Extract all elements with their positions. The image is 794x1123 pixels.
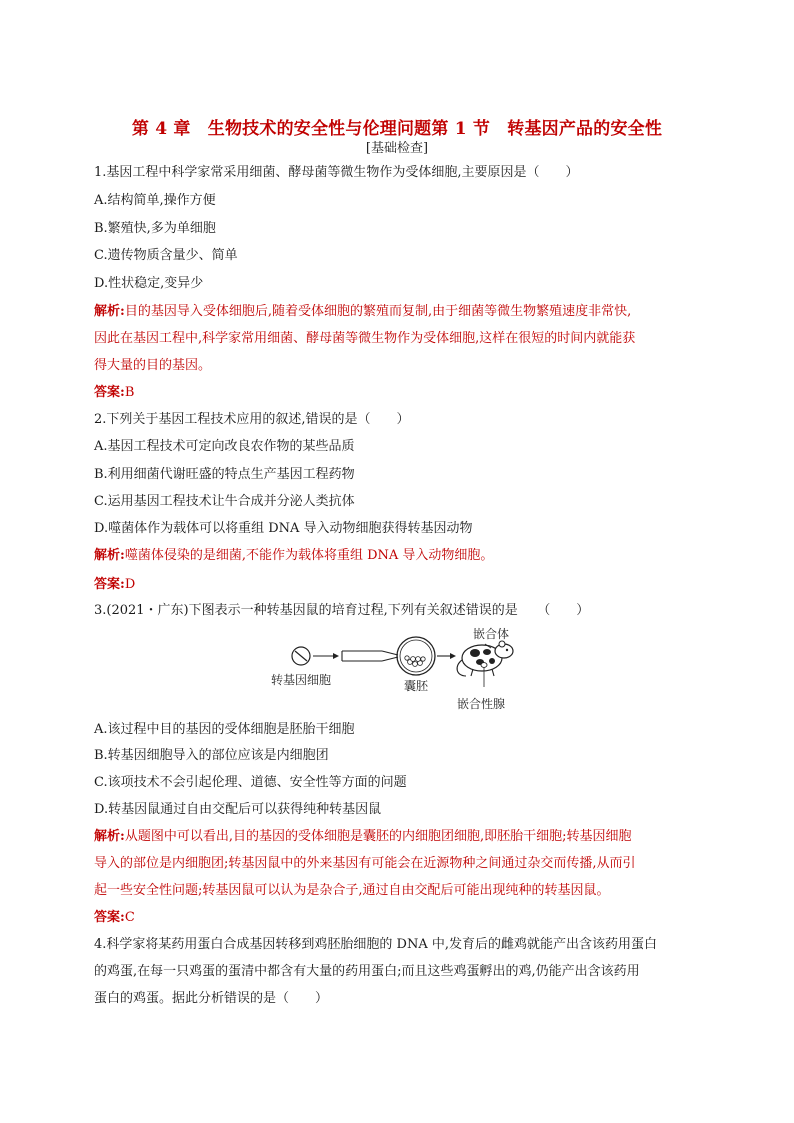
question-1-answer	[94, 383, 134, 403]
transgenic-mouse-diagram	[270, 627, 530, 712]
question-3-analysis-line-3: 起一些安全性问题;转基因鼠可以认为是杂合子,通过自由交配后可能出现纯种的转基因鼠。	[94, 883, 610, 898]
question-3-analysis-line-2: 导入的部位是内细胞团;转基因鼠中的外来基因有可能会在近源物种之间通过杂交而传播,从而引	[94, 856, 636, 871]
chimera-mouse-icon	[457, 641, 513, 676]
question-4-stem-line-2: 的鸡蛋,在每一只鸡蛋的蛋清中都含有大量的药用蛋白;而且这些鸡蛋孵出的鸡,仍能产出含该药用	[94, 964, 640, 979]
question-4-stem-line-1: 4.科学家将某药用蛋白合成基因转移到鸡胚胎细胞的 DNA 中,发育后的雌鸡就能产出含该药用蛋白	[94, 937, 657, 952]
question-3-analysis-line-1	[94, 827, 631, 847]
answer-value: C	[124, 910, 135, 925]
question-1-analysis-line-3: 得大量的目的基因。	[94, 358, 212, 373]
answer-value: B	[124, 385, 135, 400]
question-3-option-d: D.转基因鼠通过自由交配后可以获得纯种转基因鼠	[94, 802, 382, 817]
answer-label: 答案:	[94, 385, 125, 400]
label-chimeric-gonad: 嵌合性腺	[457, 697, 506, 711]
question-1-analysis-line-2: 因此在基因工程中,科学家常用细菌、酵母菌等微生物作为受体细胞,这样在很短的时间内就能获	[94, 331, 636, 346]
analysis-text: 噬菌体侵染的是细菌,不能作为载体将重组 DNA 导入动物细胞。	[124, 548, 494, 563]
analysis-label: 解析:	[94, 829, 125, 844]
arrow-head-icon	[333, 653, 339, 659]
label-transgenic-cell: 转基因细胞	[271, 673, 332, 687]
micropipette-icon	[342, 651, 398, 661]
answer-label: 答案:	[94, 577, 125, 592]
label-blastocyst: 囊胚	[404, 679, 429, 693]
question-1-option-a: A.结构简单,操作方便	[94, 193, 216, 208]
question-2-analysis	[94, 546, 493, 566]
question-3-option-b: B.转基因细胞导入的部位应该是内细胞团	[94, 748, 329, 763]
question-1-stem: 1.基因工程中科学家常采用细菌、酵母菌等微生物作为受体细胞,主要原因是（ ）	[94, 165, 579, 180]
question-4-stem-line-3: 蛋白的鸡蛋。据此分析错误的是（ ）	[94, 991, 329, 1006]
question-2-option-c: C.运用基因工程技术让牛合成并分泌人类抗体	[94, 494, 355, 509]
question-2-stem: 2.下列关于基因工程技术应用的叙述,错误的是（ ）	[94, 412, 410, 427]
page-title: 第 4 章 生物技术的安全性与伦理问题第 1 节 转基因产品的安全性	[131, 119, 663, 139]
question-2-option-b: B.利用细菌代谢旺盛的特点生产基因工程药物	[94, 467, 355, 482]
question-3-answer	[94, 908, 135, 928]
answer-label: 答案:	[94, 910, 125, 925]
analysis-label: 解析:	[94, 548, 125, 563]
analysis-text: 目的基因导入受体细胞后,随着受体细胞的繁殖而复制,由于细菌等微生物繁殖速度非常快,	[124, 304, 632, 319]
answer-value: D	[124, 577, 136, 592]
question-3-stem: 3.(2021・广东)下图表示一种转基因鼠的培育过程,下列有关叙述错误的是 （ ）	[94, 603, 590, 618]
blastocyst-icon	[397, 637, 435, 675]
question-2-option-d: D.噬菌体作为载体可以将重组 DNA 导入动物细胞获得转基因动物	[94, 521, 473, 536]
question-3-option-a: A.该过程中目的基因的受体细胞是胚胎干细胞	[94, 722, 355, 737]
question-3-option-c: C.该项技术不会引起伦理、道德、安全性等方面的问题	[94, 775, 407, 790]
question-1-option-c: C.遗传物质含量少、简单	[94, 248, 238, 263]
arrow-head-icon	[450, 653, 456, 659]
question-2-answer	[94, 575, 135, 595]
label-chimera: 嵌合体	[473, 627, 510, 641]
analysis-label: 解析:	[94, 304, 125, 319]
question-1-analysis-line-1	[94, 302, 631, 322]
question-1-option-b: B.繁殖快,多为单细胞	[94, 221, 216, 236]
section-subtitle: [基础检查]	[365, 141, 429, 156]
transgenic-cell-icon	[292, 647, 310, 665]
question-1-option-d: D.性状稳定,变异少	[94, 276, 204, 291]
question-2-option-a: A.基因工程技术可定向改良农作物的某些品质	[94, 439, 355, 454]
analysis-text: 从题图中可以看出,目的基因的受体细胞是囊胚的内细胞团细胞,即胚胎干细胞;转基因细胞	[124, 829, 632, 844]
